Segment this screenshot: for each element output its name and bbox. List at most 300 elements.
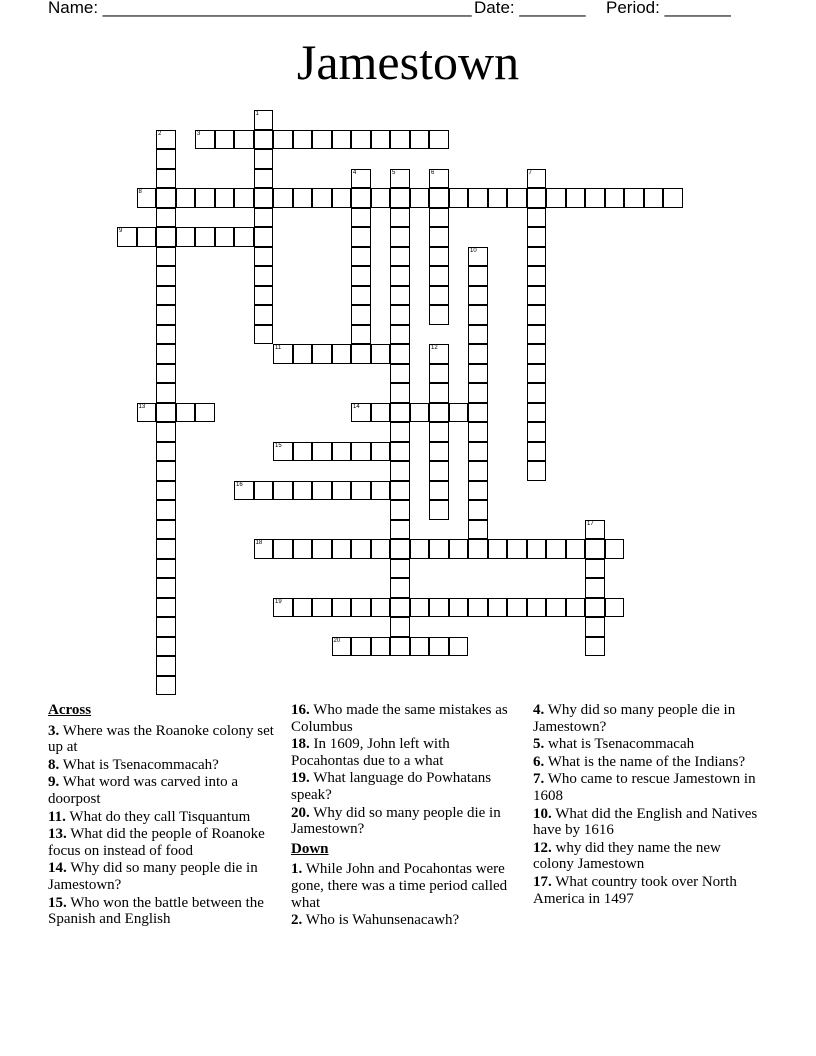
crossword-cell[interactable] bbox=[254, 130, 274, 150]
crossword-cell[interactable] bbox=[468, 305, 488, 325]
crossword-cell[interactable] bbox=[390, 617, 410, 637]
clue-item bbox=[48, 774, 280, 807]
crossword-cell[interactable] bbox=[546, 539, 566, 559]
crossword-cell[interactable] bbox=[390, 461, 410, 481]
clue-item bbox=[291, 770, 511, 803]
crossword-cell[interactable] bbox=[234, 188, 254, 208]
clue-item bbox=[48, 809, 280, 826]
crossword-cell[interactable] bbox=[605, 598, 625, 618]
crossword-cell[interactable] bbox=[156, 481, 176, 501]
crossword-cell[interactable] bbox=[254, 169, 274, 189]
crossword-cell[interactable] bbox=[449, 188, 469, 208]
cell-number: 17 bbox=[587, 520, 594, 527]
crossword-cell[interactable] bbox=[585, 520, 605, 540]
crossword-cell[interactable] bbox=[254, 305, 274, 325]
crossword-cell[interactable] bbox=[371, 637, 391, 657]
clue-text: Who won the battle between the Spanish and English bbox=[48, 894, 264, 928]
crossword-cell[interactable] bbox=[254, 208, 274, 228]
crossword-cell[interactable] bbox=[605, 539, 625, 559]
crossword-cell[interactable] bbox=[156, 383, 176, 403]
crossword-cell[interactable] bbox=[390, 403, 410, 423]
crossword-cell[interactable] bbox=[468, 598, 488, 618]
crossword-cell[interactable] bbox=[429, 130, 449, 150]
crossword-cell[interactable] bbox=[585, 617, 605, 637]
clue-text: What did the English and Natives have by 1616 bbox=[533, 805, 758, 839]
crossword-cell[interactable] bbox=[527, 461, 547, 481]
crossword-cell[interactable] bbox=[429, 266, 449, 286]
crossword-cell[interactable] bbox=[410, 539, 430, 559]
clue-text: Who is Wahunsenacawh? bbox=[302, 912, 460, 929]
crossword-cell[interactable] bbox=[137, 227, 157, 247]
crossword-cell[interactable] bbox=[176, 403, 196, 423]
crossword-cell[interactable] bbox=[371, 403, 391, 423]
crossword-cell[interactable] bbox=[585, 598, 605, 618]
crossword-cell[interactable] bbox=[488, 539, 508, 559]
crossword-cell[interactable] bbox=[527, 422, 547, 442]
crossword-cell[interactable] bbox=[468, 344, 488, 364]
clue-number: 18. bbox=[291, 736, 310, 753]
crossword-cell[interactable] bbox=[254, 227, 274, 247]
clue-number: 13. bbox=[48, 826, 67, 843]
crossword-cell[interactable] bbox=[117, 227, 137, 247]
crossword-cell[interactable] bbox=[527, 188, 547, 208]
crossword-cell[interactable] bbox=[527, 227, 547, 247]
crossword-cell[interactable] bbox=[254, 325, 274, 345]
crossword-cell[interactable] bbox=[468, 461, 488, 481]
crossword-cell[interactable] bbox=[527, 442, 547, 462]
crossword-cell[interactable] bbox=[585, 637, 605, 657]
clue-text: Where was the Roanoke colony set up at bbox=[48, 722, 274, 756]
crossword-cell[interactable] bbox=[293, 539, 313, 559]
crossword-cell[interactable] bbox=[390, 344, 410, 364]
clue-item bbox=[533, 874, 763, 907]
clue-text: What country took over North America in 1497 bbox=[533, 873, 737, 907]
crossword-cell[interactable] bbox=[468, 481, 488, 501]
cell-number: 3 bbox=[197, 130, 201, 137]
clue-number: 14. bbox=[48, 860, 67, 877]
crossword-cell[interactable] bbox=[254, 110, 274, 130]
crossword-cell[interactable] bbox=[527, 247, 547, 267]
crossword-cell[interactable] bbox=[332, 344, 352, 364]
crossword-cell[interactable] bbox=[429, 598, 449, 618]
crossword-cell[interactable] bbox=[527, 169, 547, 189]
crossword-cell[interactable] bbox=[449, 539, 469, 559]
crossword-cell[interactable] bbox=[429, 637, 449, 657]
clue-number: 15. bbox=[48, 894, 67, 911]
clue-item bbox=[48, 860, 280, 893]
crossword-cell[interactable] bbox=[527, 286, 547, 306]
crossword-cell[interactable] bbox=[468, 325, 488, 345]
crossword-cell[interactable] bbox=[429, 500, 449, 520]
crossword-cell[interactable] bbox=[390, 188, 410, 208]
crossword-cell[interactable] bbox=[156, 422, 176, 442]
cell-number: 11 bbox=[275, 345, 282, 351]
crossword-cell[interactable] bbox=[371, 130, 391, 150]
crossword-cell[interactable] bbox=[410, 403, 430, 423]
clue-number: 9. bbox=[48, 774, 60, 791]
crossword-cell[interactable] bbox=[527, 598, 547, 618]
cell-number: 1 bbox=[255, 111, 259, 117]
crossword-cell[interactable] bbox=[468, 442, 488, 462]
crossword-cell[interactable] bbox=[156, 286, 176, 306]
crossword-cell[interactable] bbox=[156, 344, 176, 364]
crossword-cell[interactable] bbox=[546, 188, 566, 208]
crossword-cell[interactable] bbox=[468, 383, 488, 403]
crossword-cell[interactable] bbox=[429, 227, 449, 247]
crossword-cell[interactable] bbox=[156, 617, 176, 637]
crossword-cell[interactable] bbox=[156, 325, 176, 345]
clue-text: Who came to rescue Jamestown in 1608 bbox=[533, 771, 756, 804]
crossword-cell[interactable] bbox=[215, 188, 235, 208]
crossword-cell[interactable] bbox=[429, 286, 449, 306]
crossword-cell[interactable] bbox=[156, 403, 176, 423]
crossword-cell[interactable] bbox=[468, 520, 488, 540]
crossword-cell[interactable] bbox=[371, 481, 391, 501]
clue-text: In 1609, John left with Pocahontas due to a what bbox=[291, 736, 450, 769]
crossword-cell[interactable] bbox=[254, 266, 274, 286]
cell-number: 12 bbox=[431, 345, 438, 351]
crossword-cell[interactable] bbox=[351, 188, 371, 208]
cell-number: 15 bbox=[275, 442, 282, 449]
crossword-cell[interactable] bbox=[390, 227, 410, 247]
crossword-cell[interactable] bbox=[390, 520, 410, 540]
down-clue-list-continued bbox=[533, 702, 763, 907]
crossword-cell[interactable] bbox=[215, 227, 235, 247]
clue-item bbox=[291, 861, 511, 911]
clue-item bbox=[48, 895, 280, 928]
crossword-cell[interactable] bbox=[390, 208, 410, 228]
crossword-cell[interactable] bbox=[527, 208, 547, 228]
crossword-cell[interactable] bbox=[351, 227, 371, 247]
date-field[interactable]: Date: _______ bbox=[474, 0, 586, 17]
crossword-cell[interactable] bbox=[429, 383, 449, 403]
cell-number: 18 bbox=[255, 540, 263, 546]
crossword-cell[interactable] bbox=[390, 637, 410, 657]
clue-text: Why did so many people die in Jamestown? bbox=[291, 804, 501, 838]
crossword-cell[interactable] bbox=[390, 169, 410, 189]
crossword-cell[interactable] bbox=[507, 188, 527, 208]
crossword-cell[interactable] bbox=[215, 130, 235, 150]
clue-text: What is the name of the Indians? bbox=[544, 753, 746, 770]
crossword-cell[interactable] bbox=[137, 403, 157, 423]
clue-number: 5. bbox=[533, 736, 545, 753]
crossword-cell[interactable] bbox=[293, 344, 313, 364]
crossword-cell[interactable] bbox=[195, 188, 215, 208]
crossword-cell[interactable] bbox=[507, 598, 527, 618]
name-field[interactable]: Name: _______________________________________ bbox=[48, 0, 472, 17]
crossword-cell[interactable] bbox=[429, 247, 449, 267]
crossword-cell[interactable] bbox=[195, 403, 215, 423]
across-clue-list bbox=[48, 723, 280, 928]
crossword-cell[interactable] bbox=[468, 500, 488, 520]
crossword-cell[interactable] bbox=[605, 188, 625, 208]
crossword-cell[interactable] bbox=[312, 344, 332, 364]
crossword-cell[interactable] bbox=[410, 637, 430, 657]
crossword-cell[interactable] bbox=[195, 227, 215, 247]
crossword-cell[interactable] bbox=[293, 481, 313, 501]
crossword-cell[interactable] bbox=[156, 364, 176, 384]
crossword-cell[interactable] bbox=[468, 247, 488, 267]
crossword-cell[interactable] bbox=[371, 442, 391, 462]
clue-item bbox=[48, 826, 280, 859]
crossword-cell[interactable] bbox=[644, 188, 664, 208]
crossword-cell[interactable] bbox=[585, 188, 605, 208]
clue-item bbox=[48, 723, 280, 756]
crossword-cell[interactable] bbox=[332, 637, 352, 657]
crossword-cell[interactable] bbox=[156, 461, 176, 481]
crossword-cell[interactable] bbox=[468, 539, 488, 559]
crossword-cell[interactable] bbox=[254, 286, 274, 306]
crossword-cell[interactable] bbox=[156, 500, 176, 520]
crossword-cell[interactable] bbox=[390, 442, 410, 462]
crossword-cell[interactable] bbox=[429, 461, 449, 481]
crossword-cell[interactable] bbox=[371, 188, 391, 208]
crossword-cell[interactable] bbox=[566, 598, 586, 618]
crossword-cell[interactable] bbox=[546, 598, 566, 618]
crossword-cell[interactable] bbox=[429, 169, 449, 189]
cell-number: 2 bbox=[158, 130, 162, 137]
crossword-cell[interactable] bbox=[312, 598, 332, 618]
crossword-cell[interactable] bbox=[332, 188, 352, 208]
crossword-cell[interactable] bbox=[332, 481, 352, 501]
crossword-cell[interactable] bbox=[351, 598, 371, 618]
crossword-cell[interactable] bbox=[254, 149, 274, 169]
crossword-cell[interactable] bbox=[156, 520, 176, 540]
clue-item bbox=[291, 805, 511, 838]
crossword-cell[interactable] bbox=[390, 266, 410, 286]
crossword-cell[interactable] bbox=[351, 247, 371, 267]
crossword-cell[interactable] bbox=[156, 539, 176, 559]
crossword-cell[interactable] bbox=[273, 188, 293, 208]
crossword-cell[interactable] bbox=[332, 539, 352, 559]
clue-text: What do they call Tisquantum bbox=[65, 808, 251, 825]
crossword-cell[interactable] bbox=[234, 227, 254, 247]
crossword-cell[interactable] bbox=[429, 208, 449, 228]
crossword-cell[interactable] bbox=[371, 539, 391, 559]
crossword-cell[interactable] bbox=[254, 188, 274, 208]
crossword-cell[interactable] bbox=[156, 266, 176, 286]
crossword-cell[interactable] bbox=[156, 247, 176, 267]
crossword-cell[interactable] bbox=[468, 188, 488, 208]
crossword-cell[interactable] bbox=[390, 598, 410, 618]
crossword-cell[interactable] bbox=[156, 559, 176, 579]
crossword-cell[interactable] bbox=[332, 130, 352, 150]
crossword-cell[interactable] bbox=[527, 383, 547, 403]
crossword-cell[interactable] bbox=[332, 442, 352, 462]
page-title: Jamestown bbox=[296, 34, 520, 90]
crossword-cell[interactable] bbox=[293, 598, 313, 618]
cell-number: 5 bbox=[392, 169, 396, 176]
crossword-cell[interactable] bbox=[351, 305, 371, 325]
crossword-cell[interactable] bbox=[390, 286, 410, 306]
crossword-cell[interactable] bbox=[468, 364, 488, 384]
crossword-cell[interactable] bbox=[293, 188, 313, 208]
crossword-cell[interactable] bbox=[351, 325, 371, 345]
crossword-cell[interactable] bbox=[156, 598, 176, 618]
cell-number: 10 bbox=[470, 247, 477, 254]
clue-item bbox=[533, 806, 763, 839]
crossword-cell[interactable] bbox=[429, 364, 449, 384]
crossword-cell[interactable] bbox=[488, 188, 508, 208]
crossword-cell[interactable] bbox=[312, 130, 332, 150]
crossword-cell[interactable] bbox=[429, 539, 449, 559]
crossword-cell[interactable] bbox=[273, 344, 293, 364]
crossword-cell[interactable] bbox=[312, 539, 332, 559]
crossword-cell[interactable] bbox=[449, 637, 469, 657]
crossword-cell[interactable] bbox=[156, 169, 176, 189]
crossword-cell[interactable] bbox=[527, 305, 547, 325]
cell-number: 19 bbox=[275, 598, 282, 605]
crossword-cell[interactable] bbox=[351, 637, 371, 657]
crossword-cell[interactable] bbox=[312, 188, 332, 208]
crossword-cell[interactable] bbox=[429, 481, 449, 501]
cell-number: 4 bbox=[353, 169, 357, 176]
cell-number: 16 bbox=[236, 481, 243, 488]
crossword-cell[interactable] bbox=[390, 578, 410, 598]
crossword-cell[interactable] bbox=[585, 578, 605, 598]
crossword-cell[interactable] bbox=[156, 442, 176, 462]
crossword-cell[interactable] bbox=[624, 188, 644, 208]
crossword-cell[interactable] bbox=[390, 481, 410, 501]
crossword-cell[interactable] bbox=[566, 188, 586, 208]
crossword-cell[interactable] bbox=[390, 325, 410, 345]
crossword-cell[interactable] bbox=[312, 442, 332, 462]
crossword-cell[interactable] bbox=[527, 325, 547, 345]
crossword-cell[interactable] bbox=[527, 539, 547, 559]
crossword-cell[interactable] bbox=[351, 130, 371, 150]
crossword-cell[interactable] bbox=[351, 169, 371, 189]
crossword-cell[interactable] bbox=[332, 598, 352, 618]
crossword-cell[interactable] bbox=[156, 305, 176, 325]
crossword-cell[interactable] bbox=[468, 422, 488, 442]
crossword-cell[interactable] bbox=[429, 422, 449, 442]
crossword-cell[interactable] bbox=[390, 364, 410, 384]
clue-number: 19. bbox=[291, 770, 310, 787]
crossword-cell[interactable] bbox=[351, 208, 371, 228]
crossword-cell[interactable] bbox=[351, 403, 371, 423]
crossword-cell[interactable] bbox=[429, 403, 449, 423]
crossword-cell[interactable] bbox=[468, 286, 488, 306]
crossword-cell[interactable] bbox=[195, 130, 215, 150]
crossword-cell[interactable] bbox=[390, 500, 410, 520]
crossword-cell[interactable] bbox=[351, 266, 371, 286]
crossword-cell[interactable] bbox=[390, 247, 410, 267]
cell-number: 9 bbox=[119, 228, 123, 234]
crossword-cell[interactable] bbox=[429, 305, 449, 325]
crossword-cell[interactable] bbox=[156, 227, 176, 247]
crossword-cell[interactable] bbox=[312, 481, 332, 501]
crossword-cell[interactable] bbox=[176, 227, 196, 247]
crossword-cell[interactable] bbox=[449, 403, 469, 423]
crossword-cell[interactable] bbox=[156, 208, 176, 228]
crossword-cell[interactable] bbox=[156, 578, 176, 598]
clue-item bbox=[291, 736, 511, 769]
clue-item bbox=[533, 736, 763, 753]
crossword-cell[interactable] bbox=[585, 539, 605, 559]
crossword-cell[interactable] bbox=[156, 656, 176, 676]
crossword-cell[interactable] bbox=[156, 149, 176, 169]
crossword-cell[interactable] bbox=[527, 364, 547, 384]
clue-number: 20. bbox=[291, 804, 310, 821]
crossword-cell[interactable] bbox=[468, 403, 488, 423]
crossword-cell[interactable] bbox=[410, 130, 430, 150]
crossword-cell[interactable] bbox=[254, 539, 274, 559]
crossword-cell[interactable] bbox=[527, 344, 547, 364]
clue-number: 2. bbox=[291, 912, 303, 929]
crossword-cell[interactable] bbox=[351, 286, 371, 306]
crossword-cell[interactable] bbox=[390, 559, 410, 579]
crossword-cell[interactable] bbox=[390, 305, 410, 325]
crossword-cell[interactable] bbox=[663, 188, 683, 208]
crossword-cell[interactable] bbox=[410, 598, 430, 618]
crossword-cell[interactable] bbox=[293, 130, 313, 150]
crossword-cell[interactable] bbox=[176, 188, 196, 208]
clue-text: Why did so many people die in Jamestown? bbox=[48, 860, 258, 893]
crossword-cell[interactable] bbox=[156, 676, 176, 696]
crossword-cell[interactable] bbox=[273, 598, 293, 618]
crossword-cell[interactable] bbox=[234, 481, 254, 501]
crossword-cell[interactable] bbox=[351, 539, 371, 559]
period-field[interactable]: Period: _______ bbox=[606, 0, 731, 17]
across-heading: Across bbox=[48, 702, 92, 718]
crossword-cell[interactable] bbox=[488, 598, 508, 618]
clue-number: 6. bbox=[533, 753, 545, 770]
crossword-cell[interactable] bbox=[429, 344, 449, 364]
crossword-cell[interactable] bbox=[156, 130, 176, 150]
clue-item bbox=[533, 702, 763, 735]
crossword-cell[interactable] bbox=[429, 442, 449, 462]
clue-column-3 bbox=[533, 702, 763, 908]
crossword-cell[interactable] bbox=[351, 442, 371, 462]
crossword-cell[interactable] bbox=[234, 130, 254, 150]
crossword-cell[interactable] bbox=[449, 598, 469, 618]
crossword-cell[interactable] bbox=[351, 481, 371, 501]
down-heading: Down bbox=[291, 840, 329, 857]
crossword-cell[interactable] bbox=[273, 539, 293, 559]
crossword-cell[interactable] bbox=[273, 130, 293, 150]
clue-item bbox=[533, 771, 763, 804]
crossword-cell[interactable] bbox=[390, 383, 410, 403]
crossword-cell[interactable] bbox=[527, 403, 547, 423]
crossword-cell[interactable] bbox=[273, 481, 293, 501]
crossword-cell[interactable] bbox=[410, 188, 430, 208]
cell-number: 7 bbox=[528, 169, 532, 176]
clue-text: What word was carved into a doorpost bbox=[48, 774, 239, 807]
crossword-cell[interactable] bbox=[137, 188, 157, 208]
crossword-cell[interactable] bbox=[293, 442, 313, 462]
clue-column-1 bbox=[48, 702, 280, 929]
crossword-cell[interactable] bbox=[254, 247, 274, 267]
crossword-cell[interactable] bbox=[468, 266, 488, 286]
crossword-cell[interactable] bbox=[585, 559, 605, 579]
crossword-cell[interactable] bbox=[371, 598, 391, 618]
crossword-cell[interactable] bbox=[156, 637, 176, 657]
crossword-cell[interactable] bbox=[390, 422, 410, 442]
crossword-cell[interactable] bbox=[390, 130, 410, 150]
crossword-cell[interactable] bbox=[390, 539, 410, 559]
crossword-cell[interactable] bbox=[566, 539, 586, 559]
crossword-cell[interactable] bbox=[429, 188, 449, 208]
crossword-cell[interactable] bbox=[527, 266, 547, 286]
cell-number: 6 bbox=[431, 169, 435, 176]
crossword-cell[interactable] bbox=[156, 188, 176, 208]
crossword-cell[interactable] bbox=[371, 344, 391, 364]
crossword-cell[interactable] bbox=[351, 344, 371, 364]
crossword-cell[interactable] bbox=[507, 539, 527, 559]
crossword-cell[interactable] bbox=[273, 442, 293, 462]
crossword-cell[interactable] bbox=[254, 481, 274, 501]
clue-number: 3. bbox=[48, 722, 60, 739]
